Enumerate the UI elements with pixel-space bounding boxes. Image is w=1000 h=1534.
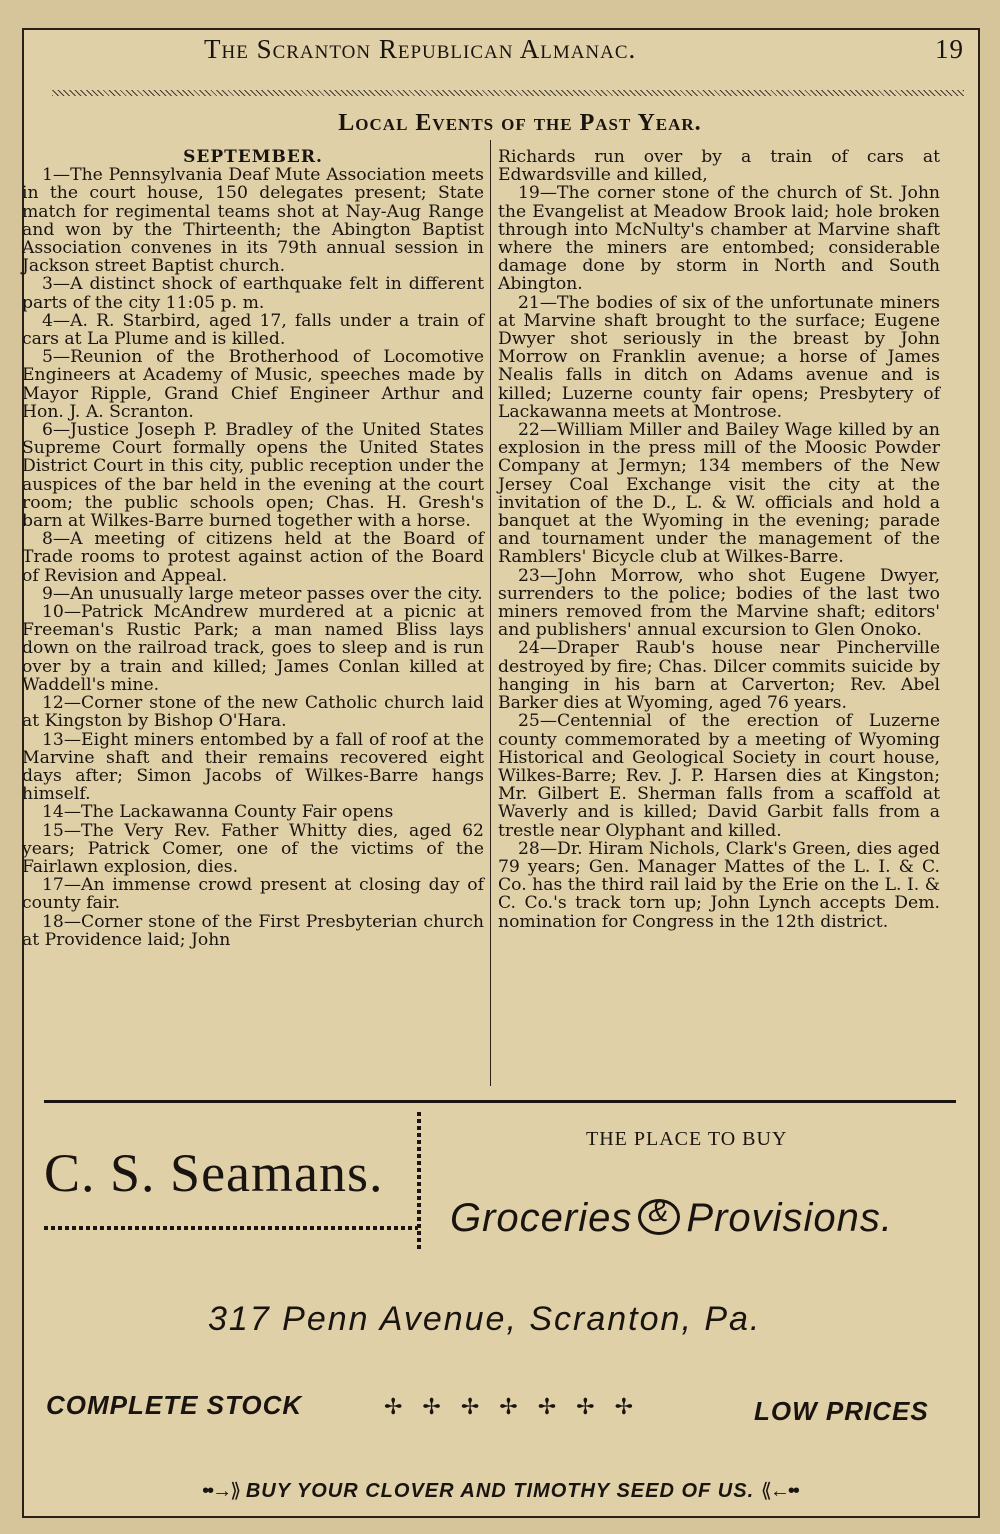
event-entry: 13—Eight miners entombed by a fall of roof at the Marvine shaft and their remains recovered eight days after; Simon Jacobs of Wilkes-Barre hangs himself. — [22, 729, 484, 805]
ad-footer-text: BUY YOUR CLOVER AND TIMOTHY SEED OF US. — [245, 1480, 755, 1502]
ad-horizontal-separator — [44, 1226, 418, 1230]
left-column — [22, 148, 484, 1120]
event-entry: 8—A meeting of citizens held at the Board of Trade rooms to protest against action of the Board of Revision and Appeal. — [22, 529, 484, 586]
event-entry: 24—Draper Raub's house near Pincherville destroyed by fire; Chas. Dilcer commits suicide by hanging in his barn at Carverton; Rev. Abel Barker dies at Wyoming, aged 76 years. — [498, 638, 940, 714]
event-entry: 5—Reunion of the Brotherhood of Locomotive Engineers at Academy of Music, speeches made by Mayor Ripple, Grand Chief Engineer Arthur and Hon. J. A. Scranton. — [22, 347, 484, 422]
ad-vertical-separator — [417, 1112, 421, 1252]
event-entry: 9—An unusually large meteor passes over the city. — [42, 583, 483, 604]
ad-right-slogan: LOW PRICES — [754, 1396, 929, 1426]
ad-address: 317 Penn Avenue, Scranton, Pa. — [208, 1300, 762, 1338]
event-entry: 17—An immense crowd present at closing day of county fair. — [22, 875, 484, 914]
left-arrow-ornament-icon: ••→⟫ — [202, 1480, 240, 1502]
event-entry: 28—Dr. Hiram Nichols, Clark's Green, dies aged 79 years; Gen. Manager Mattes of the L. I. & C. Co. has the third rail laid by the Erie on the L. I. & C. Co.'s track torn up; John Lynch accepts Dem. nomination for Congress in the 12th district. — [498, 838, 940, 932]
event-entry: 4—A. R. Starbird, aged 17, falls under a train of cars at La Plume and is killed. — [22, 310, 484, 350]
column-divider — [490, 140, 491, 1086]
ad-top-rule — [44, 1100, 956, 1103]
event-entry: 10—Patrick McAndrew murdered at a picnic at Freeman's Rustic Park; a man named Bliss lays down on the railroad track, goes to sleep and is run over by a train and killed; James Conlan killed at Waddell's mine. — [22, 602, 484, 695]
ampersand-ornament-icon — [638, 1199, 680, 1235]
page-number: 19 — [935, 34, 964, 64]
event-entry: 23—John Morrow, who shot Eugene Dwyer, surrenders to the police; bodies of the last two miners removed from the Marvine shaft; editors' and publishers' annual excursion to Glen Onoko. — [498, 565, 940, 641]
dot-ornament-row-icon: ✢✢✢✢✢✢✢ — [384, 1394, 654, 1419]
almanac-title: The Scranton Republican Almanac. — [204, 34, 637, 64]
event-entry: 22—William Miller and Bailey Wage killed by an explosion in the press mill of the Moosic Powder Company at Jermyn; 134 members of the New Jersey Coal Exchange visit the city at the invitation of the D., L. & W. officials and hold a banquet at the Wyoming in the evening; parade and tournament under the management of the Ramblers' Bicycle club at Wilkes-Barre. — [498, 420, 940, 568]
goods-provisions: Provisions. — [686, 1196, 894, 1240]
event-entry: 18—Corner stone of the First Presbyterian church at Providence laid; John — [22, 911, 484, 950]
event-entry: 19—The corner stone of the church of St. John the Evangelist at Meadow Brook laid; hole broken through into McNulty's chamber at Marvine shaft where the miners are entombed; considerable damage done by storm in North and South Abington. — [498, 183, 940, 295]
right-entries — [498, 184, 940, 930]
event-entry: 1—The Pennsylvania Deaf Mute Association meets in the court house, 150 delegates present; State match for regimental teams shot at Nay-Aug Range and won by the Thirteenth; the Abington Baptist Association convenes in its 79th annual session in Jackson street Baptist church. — [22, 165, 484, 277]
running-head — [22, 28, 980, 68]
event-entry: 3—A distinct shock of earthquake felt in different parts of the city 11:05 p. m. — [22, 274, 484, 313]
left-entries — [22, 166, 484, 949]
ad-left-slogan: COMPLETE STOCK — [46, 1390, 303, 1420]
month-heading: SEPTEMBER. — [183, 147, 323, 167]
event-entry: 12—Corner stone of the new Catholic church laid at Kingston by Bishop O'Hara. — [22, 693, 484, 732]
ad-goods — [450, 1196, 893, 1241]
ad-tagline: THE PLACE TO BUY — [586, 1128, 788, 1150]
right-arrow-ornament-icon: ⟪←•• — [760, 1480, 798, 1502]
ad-footer — [0, 1478, 1000, 1503]
continued-entry: Richards run over by a train of cars at Edwardsville and killed, — [498, 147, 940, 186]
merchant-name: C. S. Seamans. — [44, 1143, 384, 1203]
event-entry: 25—Centennial of the erection of Luzerne county commemorated by a meeting of Wyoming Historical and Geological Society in court house, Wilkes-Barre; Rev. J. P. Harsen dies at Kingston; Mr. Gilbert E. Sherman falls from a scaffold at Waverly and is killed; David Garbit falls from a trestle near Olyphant and killed. — [498, 711, 940, 841]
event-entry: 6—Justice Joseph P. Bradley of the United States Supreme Court formally opens the United States District Court in this city, public reception under the auspices of the bar held in the evening at the court room; the public schools open; Chas. H. Gresh's barn at Wilkes-Barre burned together with a horse. — [22, 420, 484, 532]
event-entry: 21—The bodies of six of the unfortunate miners at Marvine shaft brought to the surface; Eugene Dwyer shot seriously in the breast by John Morrow on Franklin avenue; a horse of James Nealis falls in ditch on Adams avenue and is killed; Luzerne county fair opens; Presbytery of Lackawanna meets at Montrose. — [498, 292, 940, 422]
right-column — [498, 148, 940, 1120]
goods-groceries: Groceries — [450, 1196, 633, 1240]
header-wavy-rule — [52, 90, 964, 96]
event-entry: 14—The Lackawanna County Fair opens — [42, 802, 394, 823]
section-title: Local Events of the Past Year. — [338, 110, 702, 136]
event-entry: 15—The Very Rev. Father Whitty dies, aged 62 years; Patrick Comer, one of the victims of the Fairlawn explosion, dies. — [22, 820, 484, 877]
